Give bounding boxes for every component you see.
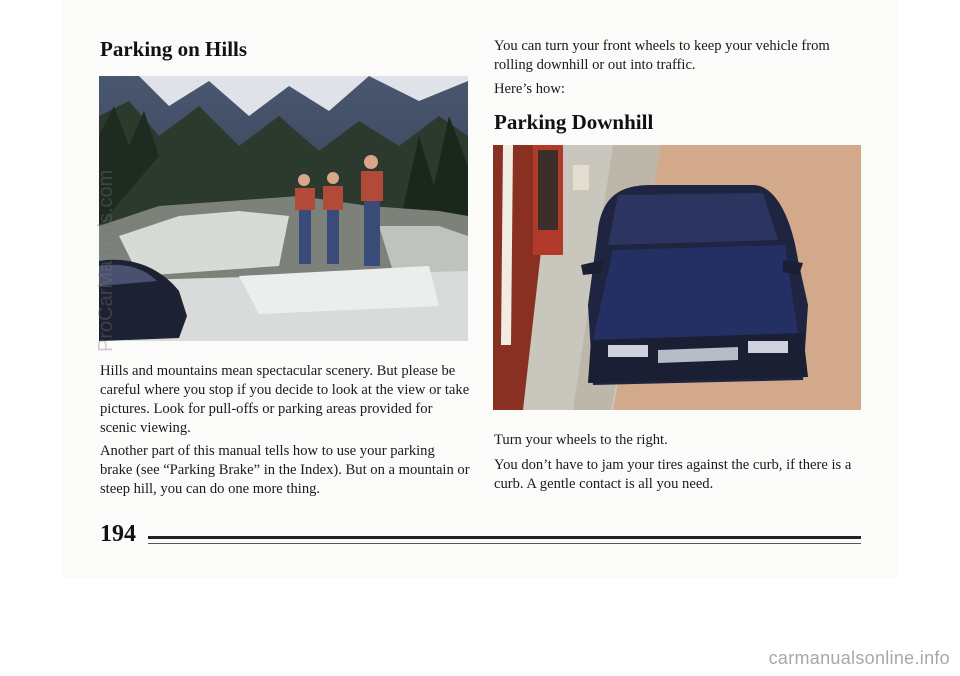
heading-parking-on-hills: Parking on Hills — [100, 37, 248, 61]
downhill-parking-photo — [493, 145, 861, 410]
footer-rule — [148, 536, 861, 539]
footer-rule-thin — [148, 543, 861, 544]
mountain-scenery-photo — [99, 76, 468, 341]
side-watermark: ProCarManuals.com — [95, 169, 117, 352]
heading-parking-downhill: Parking Downhill — [494, 110, 654, 134]
paragraph-parking-brake: Another part of this manual tells how to use your parking brake (see “Parking Brake” in the Index). But on a mountain or steep hill, you can do one more thing. — [100, 443, 470, 497]
heres-how-text: Here’s how: — [494, 81, 565, 97]
paragraph-turn-wheels-intro: You can turn your front wheels to keep your vehicle from rolling downhill or out into traffic. — [494, 38, 830, 73]
paragraph-scenery: Hills and mountains mean spectacular scenery. But please be careful where you stop if you decide to look at the view or take pictures. Look for pull-offs or parking areas provided for scenic viewing. — [100, 363, 470, 436]
paragraph-gentle-contact: You don’t have to jam your tires against the curb, if there is a curb. A gentle contact is all you need. — [494, 457, 852, 492]
page-number: 194 — [100, 521, 136, 547]
paragraph-turn-right: Turn your wheels to the right. — [494, 432, 668, 448]
bottom-watermark: carmanualsonline.info — [768, 648, 950, 668]
